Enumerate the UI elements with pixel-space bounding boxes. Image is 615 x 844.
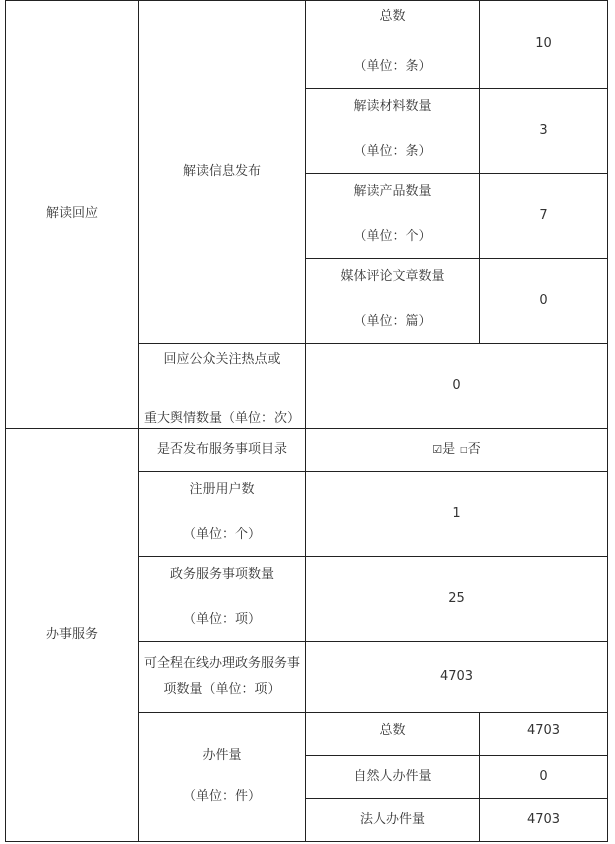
service-items-label [138,556,305,641]
case-legal-value [479,798,608,842]
service-items-value [305,556,608,641]
row-label-unit: （单位：个） [182,527,261,543]
publish-products-value [479,173,608,258]
value-text: 0 [539,292,548,308]
catalog-choice [305,428,608,471]
case-total-value [479,712,608,755]
hotspot-value [305,343,608,428]
publish-materials-value [479,88,608,173]
case-volume-unit: （单位：件） [182,789,261,804]
value-text: 3 [539,122,548,138]
row-label-unit: （单位：篇） [353,314,432,330]
case-volume-line1: 办件量 [202,748,242,764]
interpretation-publish-label [138,0,305,343]
registered-users-value [305,471,608,556]
row-label-unit: （单位：个） [353,229,432,245]
case-row-label: 法人办件量 [359,811,425,827]
case-row-label: 自然人办件量 [353,768,432,784]
case-volume-label [138,712,305,842]
hotspot-line2: 重大舆情数量（单位：次） [143,411,300,427]
publish-products-label [305,173,479,258]
catalog-text: 是否发布服务事项目录 [156,441,287,457]
value-text: 7 [539,207,548,223]
value-text: 10 [535,36,552,52]
value-text: 4703 [439,668,474,684]
online-line2: 项数量（单位：项） [163,681,281,697]
hotspot-label [138,343,305,428]
publish-materials-label [305,88,479,173]
case-natural-label [305,755,479,798]
value-text: 4703 [526,722,561,738]
value-text: 25 [448,590,465,606]
section-label-interpretation [5,0,138,428]
no-label: 否 [467,441,481,457]
publish-total-label [305,0,479,88]
value-text: 4703 [526,811,561,827]
publish-media-value [479,258,608,343]
online-items-label [138,641,305,712]
hotspot-line1: 回应公众关注热点或 [163,352,281,367]
row-label-line1: 媒体评论文章数量 [340,269,445,284]
row-label-unit: （单位：条） [353,144,432,160]
case-natural-value [479,755,608,798]
case-legal-label [305,798,479,842]
value-text: 1 [452,505,461,521]
row-label-line1: 政务服务事项数量 [169,567,274,582]
statistics-table [5,0,608,842]
value-text: 0 [539,768,548,784]
registered-users-label [138,471,305,556]
case-total-label [305,712,479,755]
section-label-services [5,428,138,842]
value-text: 0 [452,377,461,393]
publish-media-label [305,258,479,343]
section-interpretation-text: 解读回应 [45,206,98,222]
publish-total-value [479,0,608,88]
row-label-line1: 总数 [379,9,406,24]
row-label-unit: （单位：项） [182,612,261,628]
no-checkbox-icon[interactable]: □ [460,444,468,454]
row-label-unit: （单位：条） [353,59,432,75]
yes-label: 是 [442,441,456,457]
section-services-text: 办事服务 [45,626,98,642]
case-row-label: 总数 [379,722,406,738]
interpretation-publish-text: 解读信息发布 [182,163,261,179]
online-items-value [305,641,608,712]
row-label-line1: 解读产品数量 [353,184,432,199]
row-label-line1: 注册用户数 [189,482,255,497]
row-label-line1: 解读材料数量 [353,99,432,114]
catalog-label [138,428,305,471]
online-line1: 可全程在线办理政务服务事 [143,655,300,671]
yes-checkbox-icon[interactable]: ☑ [432,442,443,456]
